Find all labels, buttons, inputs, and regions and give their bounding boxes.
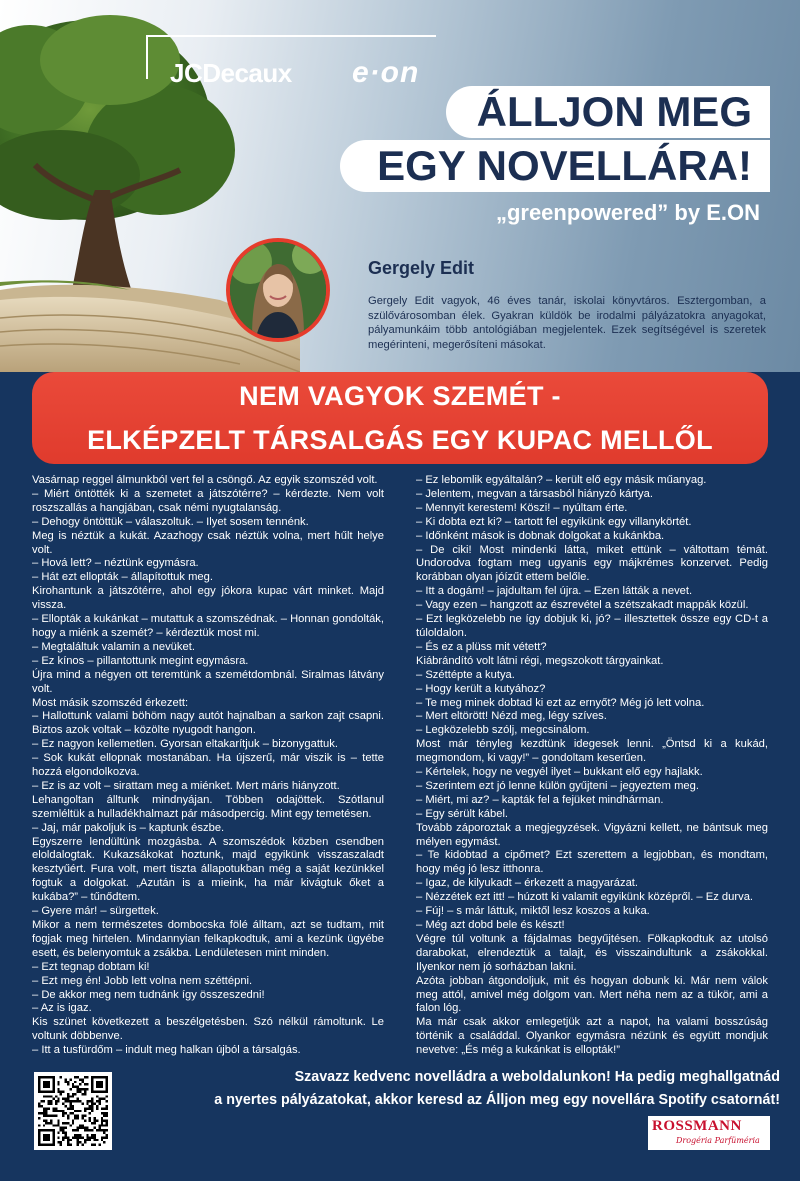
- story-paragraph: – De ciki! Most mindenki látta, miket ettünk – váltottam témát. Undorodva fogtam meg ugyanis egy májkrémes konzervet. Pedig korábban olyan jóízűt ettem belőle.: [416, 543, 768, 584]
- story-paragraph: – Sok kukát ellopnak mostanában. Ha újszerű, már viszik is – tette hozzá elgondolkozva.: [32, 752, 384, 779]
- story-paragraph: – Időnként mások is dobnak dolgokat a kukánkba.: [416, 529, 665, 542]
- story-paragraph: – Ez lebomlik egyáltalán? – került elő egy másik műanyag.: [416, 474, 707, 486]
- story-paragraph: Újra mind a négyen ott teremtünk a szemétdombnál. Siralmas látvány volt.: [32, 668, 384, 695]
- story-paragraph: Ma már csak akkor emlegetjük azt a napot, ha valami bosszúság történik a családdal. Olyankor egymásra nézünk és együtt mondjuk nevetve: „És még a kukánkat is ellopták!”: [416, 1016, 768, 1057]
- story-paragraph: – Jaj, már pakoljuk is – kaptunk észbe.: [32, 821, 225, 834]
- author-photo-icon: [230, 242, 326, 338]
- story-paragraph: – Itt a dogám! – jajdultam fel újra. – Ezen látták a nevet.: [416, 585, 693, 598]
- author-bio: Gergely Edit vagyok, 46 éves tanár, iskolai könyvtáros. Esztergomban, a szülővárosomban élek. Gyakran küldök be irodalmi pályázatokra anyagokat, pályamunkáim több antológiában megjelentek. Ezek segítségével is szeretek megérinteni, megerősíteni másokat.: [368, 295, 766, 351]
- story-paragraph: Tovább záporoztak a megjegyzések. Vigyázni kellett, ne bántsuk meg mélyen egymást.: [416, 821, 768, 848]
- story-paragraph: Lehangoltan álltunk mindnyájan. Többen odajöttek. Szótlanul szemléltük a hulladékhalmazt pár másodpercig. Mint egy temetésen.: [32, 793, 384, 820]
- story-paragraph: – De akkor meg nem tudnánk így összeszedni!: [32, 988, 265, 1001]
- author-name: Gergely Edit: [368, 258, 475, 278]
- story-paragraph: – Ellopták a kukánkat – mutattuk a szomszédnak. – Honnan gondolták, hogy a miénk a szemét? – kérdeztük most mi.: [32, 613, 384, 639]
- story-paragraph: Mikor a nem természetes dombocska fölé álltam, azt se tudtam, mit fogjak meg hirtelen. Mindannyian felkapkodtuk, ami a kezünk ügyébe esett, és belenyomtuk a zsákba. Lendületesen mint minden.: [32, 919, 384, 959]
- story-paragraph: – Kértelek, hogy ne vegyél ilyet – bukkant elő egy hajlakk.: [416, 766, 703, 779]
- story-paragraph: – Mennyit kerestem! Köszi! – nyúltam érte.: [416, 501, 628, 514]
- headline-line-2: ELKÉPZELT TÁRSALGÁS EGY KUPAC MELLŐL: [87, 425, 713, 455]
- qr-code-icon: [38, 1076, 108, 1146]
- story-paragraph: – Igaz, de kilyukadt – érkezett a magyarázat.: [416, 877, 639, 890]
- story-paragraph: Vasárnap reggel álmunkból vert fel a csöngő. Az egyik szomszéd volt.: [32, 474, 378, 486]
- story-paragraph: – Vagy ezen – hangzott az észrevétel a szétszakadt mappák közül.: [416, 599, 749, 612]
- jcdecaux-logo: JCDecaux: [170, 58, 292, 88]
- story-paragraph: – Te meg minek dobtad ki ezt az ernyőt? Még jó lett volna.: [416, 696, 705, 709]
- story-paragraph: – Még azt dobd bele és készt!: [416, 919, 565, 931]
- story-paragraph: – Jelentem, megvan a társasból hiányzó kártya.: [416, 487, 653, 500]
- story-paragraph: Végre túl voltunk a fájdalmas begyűjtésen. Fölkapkodtuk az utolsó darabokat, elrendeztük a talajt, és visszaindultunk a zsákokkal. Ilyenkor nem jó sorházban lakni.: [416, 932, 768, 973]
- story-paragraph: – Ezt meg én! Jobb lett volna nem széttépni.: [32, 974, 253, 987]
- story-paragraph: – Megtaláltuk valamin a nevüket.: [32, 640, 195, 653]
- title-line-1: ÁLLJON MEG: [446, 86, 770, 138]
- hero-banner: [0, 0, 800, 372]
- story-paragraph: – Ez kínos – pillantottunk megint egymásra.: [32, 654, 249, 667]
- rossmann-tagline: Drogéria Parfüméria: [676, 1136, 760, 1145]
- story-paragraph: – Ki dobta ezt ki? – tartott fel egyikünk egy villanykörtét.: [416, 515, 692, 528]
- story-paragraph: – Itt a tusfürdőm – indult meg halkan újból a társalgás.: [32, 1044, 301, 1057]
- story-paragraph: – Te kidobtad a cipőmet? Ezt szerettem a legjobban, és mondtam, hogy még jó lesz itthonra.: [416, 849, 768, 876]
- story-paragraph: – Szerintem ezt jó lenne külön gyűjteni – jegyeztem meg.: [416, 779, 699, 792]
- story-headline: [32, 372, 768, 464]
- eon-logo: e·on: [352, 56, 420, 89]
- story-paragraph: – Nézzétek ezt itt! – húzott ki valamit egyikünk középről. – Ez durva.: [416, 891, 754, 904]
- story-paragraph: Kis szünet következett a beszélgetésben. Szó nélkül rámoltunk. Le voltunk döbbenve.: [32, 1016, 384, 1043]
- story-paragraph: – Miért öntötték ki a szemetet a játszótérre? – kérdezte. Nem volt roszszallás a hangjában, csak némi nyugtalanság.: [32, 487, 384, 514]
- story-paragraph: Kirohantunk a játszótérre, ahol egy jókora kupac várt minket. Majd vissza.: [32, 585, 384, 612]
- cta-line-2: a nyertes pályázatokat, akkor keresd az Álljon meg egy novellára Spotify csatornát!: [214, 1092, 780, 1108]
- story-column-right: [416, 474, 768, 1058]
- story-paragraph: – Gyere már! – sürgettek.: [32, 905, 159, 918]
- story-paragraph: – Hát ezt ellopták – állapítottuk meg.: [32, 571, 213, 584]
- story-paragraph: – Fúj! – s már láttuk, miktől lesz koszos a kuka.: [416, 905, 650, 918]
- story-paragraph: – Dehogy öntöttük – válaszoltuk. – Ilyet sosem tennénk.: [32, 515, 309, 528]
- story-paragraph: – És ez a plüss mit vétett?: [416, 640, 547, 653]
- story-paragraph: Most már tényleg kezdtünk idegesek lenni. „Öntsd ki a kukád, megmondom, ki vagy!” – gondoltam keserűen.: [416, 738, 768, 765]
- story-paragraph: – Hallottunk valami böhöm nagy autót hajnalban a sarkon zajt csapni. Biztos azok voltak – közölte nyugodt hangon.: [32, 710, 384, 737]
- story-paragraph: – Ezt legközelebb ne így dobjuk ki, jó? – illesztettek össze egy CD-t a túloldalon.: [416, 613, 768, 639]
- story-paragraph: – Ezt tegnap dobtam ki!: [32, 960, 150, 973]
- story-paragraph: – Egy sérült kábel.: [416, 807, 509, 820]
- story-paragraph: Kiábrándító volt látni régi, megszokott tárgyainkat.: [416, 654, 664, 667]
- subtitle: „greenpowered” by E.ON: [495, 200, 760, 225]
- story-paragraph: Azóta jobban átgondoljuk, mit és hogyan dobunk ki. Már nem válok meg attól, amivel még dolgom van. Mert néha nem az a tükör, ami a falon lóg.: [416, 974, 768, 1015]
- story-paragraph: Egyszerre lendültünk mozgásba. A szomszédok közben csendben eloldalogtak. Kukazsákokat hoztunk, majd egyikünk visszaszaladt kesztyűért. Fura volt, mert tiszta állapotukban még a saját kezünkkel fogtuk a dolgokat. „Azután is a mieink, ha már kivágtuk őket a kukába?” – tűnődtem.: [32, 835, 384, 904]
- headline-line-1: NEM VAGYOK SZEMÉT -: [239, 381, 561, 411]
- story-paragraph: – Hogy került a kutyához?: [416, 682, 546, 695]
- story-paragraph: – Mert eltörött! Nézd meg, légy szíves.: [416, 710, 607, 723]
- cta-line-1: Szavazz kedvenc novelládra a weboldalunkon! Ha pedig meghallgatnád: [294, 1069, 780, 1085]
- call-to-action: [130, 1066, 780, 1112]
- story-paragraph: – Miért, mi az? – kapták fel a fejüket mindhárman.: [416, 793, 664, 806]
- story-paragraph: – Hová lett? – néztünk egymásra.: [32, 557, 199, 570]
- story-paragraph: – Széttépte a kutya.: [416, 668, 515, 681]
- story-paragraph: – Ez nagyon kellemetlen. Gyorsan eltakarítjuk – bizonygattuk.: [32, 738, 338, 751]
- author-portrait: [226, 238, 330, 342]
- story-paragraph: – Legközelebb szólj, megcsinálom.: [416, 724, 590, 737]
- title-line-2: EGY NOVELLÁRA!: [340, 140, 770, 192]
- qr-code[interactable]: [34, 1072, 112, 1150]
- story-paragraph: Most másik szomszéd érkezett:: [32, 696, 189, 709]
- story-paragraph: – Az is igaz.: [32, 1002, 92, 1015]
- story-paragraph: Meg is néztük a kukát. Azazhogy csak néztük volna, mert hűlt helye volt.: [32, 529, 384, 556]
- story-paragraph: – Ez is az volt – sirattam meg a miénket. Mert máris hiányzott.: [32, 779, 340, 792]
- rossmann-logo: ROSSMANN: [652, 1118, 742, 1134]
- story-column-left: [32, 474, 384, 1058]
